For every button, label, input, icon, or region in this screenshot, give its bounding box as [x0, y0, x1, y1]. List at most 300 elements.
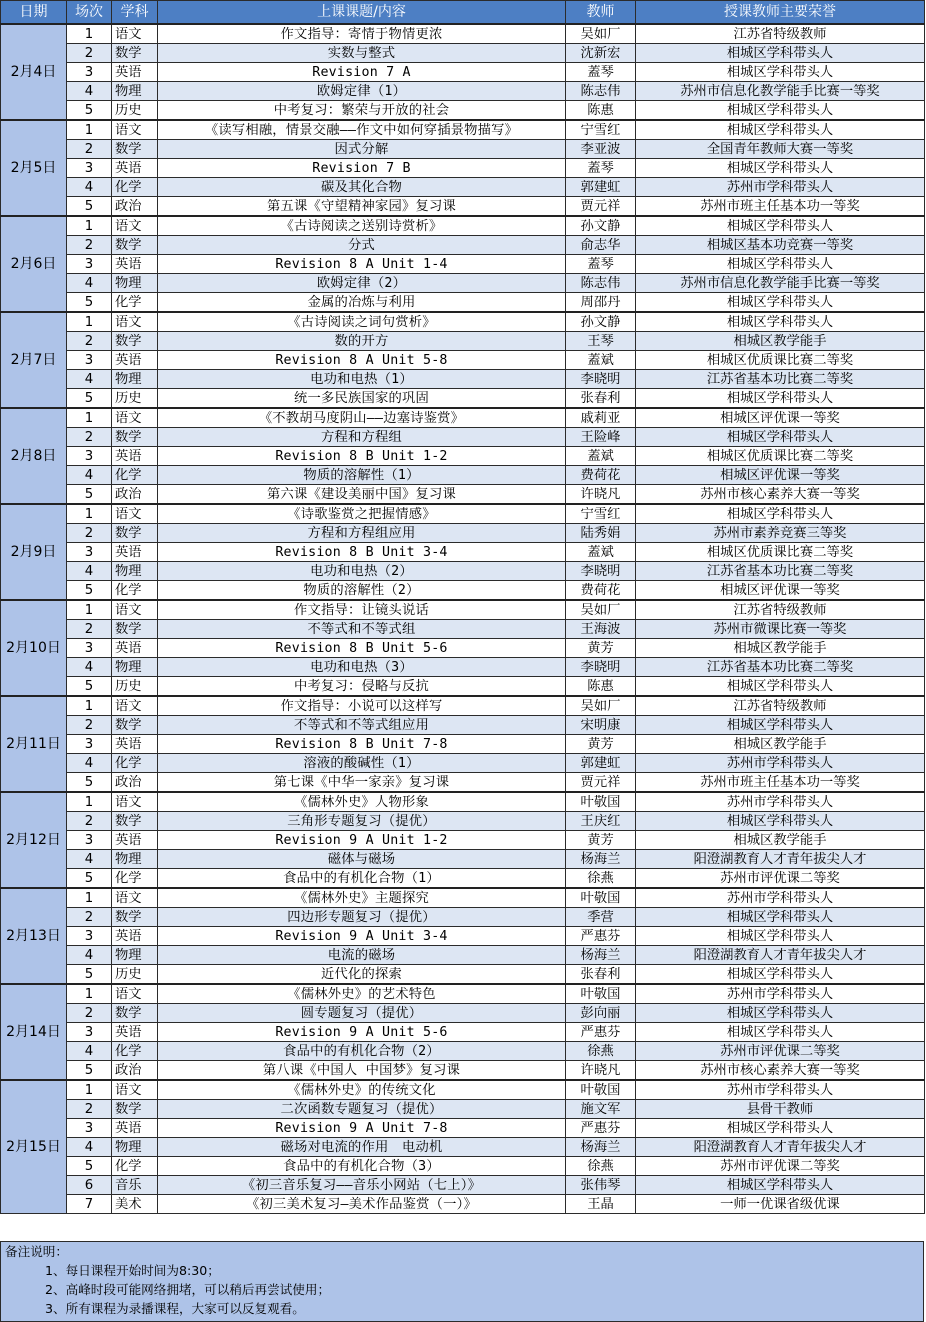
topic-cell: 《儒林外史》人物形象 [158, 792, 566, 812]
honor-cell: 苏州市学科带头人 [636, 792, 925, 812]
honor-cell: 阳澄湖教育人才青年拔尖人才 [636, 850, 925, 869]
header-honor: 授课教师主要荣誉 [636, 1, 925, 25]
table-row [1, 1023, 925, 1042]
teacher-cell: 陈志伟 [566, 82, 636, 101]
topic-cell: Revision 8 B Unit 7-8 [158, 735, 566, 754]
table-row [1, 370, 925, 389]
table-row [1, 735, 925, 754]
honor-cell: 相城区学科带头人 [636, 677, 925, 697]
table-row [1, 965, 925, 985]
session-number-cell: 4 [67, 1138, 112, 1157]
subject-cell: 语文 [112, 984, 158, 1004]
teacher-cell: 费荷花 [566, 466, 636, 485]
subject-cell: 物理 [112, 562, 158, 581]
topic-cell: 欧姆定律（2） [158, 274, 566, 293]
honor-cell: 相城区优质课比赛二等奖 [636, 543, 925, 562]
teacher-cell: 周邵丹 [566, 293, 636, 313]
teacher-cell: 蓋琴 [566, 159, 636, 178]
notes-item: 2、高峰时段可能网络拥堵，可以稍后再尝试使用； [45, 1282, 331, 1297]
subject-cell: 物理 [112, 370, 158, 389]
teacher-cell: 杨海兰 [566, 946, 636, 965]
teacher-cell: 孙文静 [566, 216, 636, 236]
session-number-cell: 3 [67, 255, 112, 274]
honor-cell: 江苏省特级教师 [636, 600, 925, 620]
subject-cell: 政治 [112, 1061, 158, 1081]
session-number-cell: 3 [67, 735, 112, 754]
topic-cell: Revision 7 B [158, 159, 566, 178]
topic-cell: 金属的冶炼与利用 [158, 293, 566, 313]
subject-cell: 数学 [112, 1004, 158, 1023]
table-row [1, 927, 925, 946]
teacher-cell: 黄芳 [566, 639, 636, 658]
topic-cell: 《儒林外史》的艺术特色 [158, 984, 566, 1004]
teacher-cell: 贾元祥 [566, 197, 636, 217]
session-number-cell: 3 [67, 927, 112, 946]
topic-cell: 分式 [158, 236, 566, 255]
topic-cell: 圆专题复习（提优） [158, 1004, 566, 1023]
subject-cell: 英语 [112, 159, 158, 178]
subject-cell: 物理 [112, 946, 158, 965]
subject-cell: 物理 [112, 658, 158, 677]
topic-cell: 方程和方程组应用 [158, 524, 566, 543]
teacher-cell: 张春利 [566, 965, 636, 985]
honor-cell: 相城区学科带头人 [636, 216, 925, 236]
teacher-cell: 严惠芬 [566, 1023, 636, 1042]
date-cell: 2月4日 [1, 24, 67, 120]
session-number-cell: 3 [67, 1119, 112, 1138]
subject-cell: 数学 [112, 812, 158, 831]
honor-cell: 相城区学科带头人 [636, 908, 925, 927]
honor-cell: 相城区教学能手 [636, 332, 925, 351]
teacher-cell: 贾元祥 [566, 773, 636, 793]
subject-cell: 英语 [112, 351, 158, 370]
subject-cell: 化学 [112, 466, 158, 485]
table-row [1, 332, 925, 351]
honor-cell: 相城区学科带头人 [636, 1004, 925, 1023]
honor-cell: 相城区学科带头人 [636, 63, 925, 82]
session-number-cell: 4 [67, 946, 112, 965]
table-row [1, 1004, 925, 1023]
table-row [1, 812, 925, 831]
teacher-cell: 杨海兰 [566, 850, 636, 869]
table-row [1, 485, 925, 505]
notes-title: 备注说明： [5, 1244, 68, 1259]
session-number-cell: 4 [67, 562, 112, 581]
date-cell: 2月14日 [1, 984, 67, 1080]
honor-cell: 相城区评优课一等奖 [636, 466, 925, 485]
session-number-cell: 4 [67, 466, 112, 485]
topic-cell: Revision 8 A Unit 5-8 [158, 351, 566, 370]
table-row [1, 831, 925, 850]
header-date: 日期 [1, 1, 67, 25]
session-number-cell: 5 [67, 869, 112, 889]
session-number-cell: 4 [67, 754, 112, 773]
session-number-cell: 2 [67, 1004, 112, 1023]
session-number-cell: 1 [67, 504, 112, 524]
date-cell: 2月9日 [1, 504, 67, 600]
topic-cell: 第五课《守望精神家园》复习课 [158, 197, 566, 217]
honor-cell: 江苏省特级教师 [636, 696, 925, 716]
subject-cell: 语文 [112, 24, 158, 44]
subject-cell: 化学 [112, 293, 158, 313]
session-number-cell: 1 [67, 984, 112, 1004]
table-row [1, 562, 925, 581]
teacher-cell: 孙文静 [566, 312, 636, 332]
honor-cell: 相城区评优课一等奖 [636, 581, 925, 601]
teacher-cell: 宁雪红 [566, 504, 636, 524]
table-row [1, 677, 925, 697]
session-number-cell: 2 [67, 620, 112, 639]
topic-cell: 不等式和不等式组应用 [158, 716, 566, 735]
topic-cell: 四边形专题复习（提优） [158, 908, 566, 927]
table-row [1, 850, 925, 869]
teacher-cell: 张伟琴 [566, 1176, 636, 1195]
teacher-cell: 王晶 [566, 1195, 636, 1214]
honor-cell: 苏州市核心素养大赛一等奖 [636, 485, 925, 505]
table-row [1, 716, 925, 735]
session-number-cell: 5 [67, 485, 112, 505]
honor-cell: 相城区学科带头人 [636, 927, 925, 946]
subject-cell: 化学 [112, 1157, 158, 1176]
session-number-cell: 5 [67, 1061, 112, 1081]
session-number-cell: 5 [67, 101, 112, 121]
subject-cell: 英语 [112, 639, 158, 658]
teacher-cell: 陆秀娟 [566, 524, 636, 543]
topic-cell: Revision 8 B Unit 1-2 [158, 447, 566, 466]
topic-cell: 《初三音乐复习——音乐小网站（七上）》 [158, 1176, 566, 1195]
topic-cell: 电功和电热（2） [158, 562, 566, 581]
topic-cell: 电流的磁场 [158, 946, 566, 965]
session-number-cell: 4 [67, 658, 112, 677]
table-row [1, 754, 925, 773]
teacher-cell: 沈新宏 [566, 44, 636, 63]
subject-cell: 化学 [112, 581, 158, 601]
topic-cell: 二次函数专题复习（提优） [158, 1100, 566, 1119]
session-number-cell: 4 [67, 178, 112, 197]
table-row [1, 620, 925, 639]
honor-cell: 相城区学科带头人 [636, 716, 925, 735]
table-row [1, 428, 925, 447]
table-row [1, 1176, 925, 1195]
topic-cell: 《诗歌鉴赏之把握情感》 [158, 504, 566, 524]
teacher-cell: 蓋斌 [566, 351, 636, 370]
honor-cell: 相城区学科带头人 [636, 965, 925, 985]
topic-cell: 食品中的有机化合物（3） [158, 1157, 566, 1176]
session-number-cell: 6 [67, 1176, 112, 1195]
table-row [1, 236, 925, 255]
table-row [1, 216, 925, 236]
honor-cell: 相城区教学能手 [636, 735, 925, 754]
header-session: 场次 [67, 1, 112, 25]
session-number-cell: 5 [67, 773, 112, 793]
teacher-cell: 李晓明 [566, 562, 636, 581]
subject-cell: 历史 [112, 677, 158, 697]
teacher-cell: 黄芳 [566, 735, 636, 754]
table-row [1, 1138, 925, 1157]
topic-cell: 食品中的有机化合物（1） [158, 869, 566, 889]
teacher-cell: 蓋琴 [566, 63, 636, 82]
honor-cell: 相城区学科带头人 [636, 1119, 925, 1138]
teacher-cell: 王琴 [566, 332, 636, 351]
topic-cell: Revision 7 A [158, 63, 566, 82]
session-number-cell: 2 [67, 812, 112, 831]
teacher-cell: 张春利 [566, 389, 636, 409]
honor-cell: 相城区学科带头人 [636, 1176, 925, 1195]
topic-cell: 磁体与磁场 [158, 850, 566, 869]
honor-cell: 相城区学科带头人 [636, 312, 925, 332]
session-number-cell: 1 [67, 120, 112, 140]
honor-cell: 苏州市学科带头人 [636, 1080, 925, 1100]
teacher-cell: 俞志华 [566, 236, 636, 255]
subject-cell: 语文 [112, 504, 158, 524]
subject-cell: 语文 [112, 600, 158, 620]
honor-cell: 苏州市班主任基本功一等奖 [636, 773, 925, 793]
table-row [1, 120, 925, 140]
table-row [1, 274, 925, 293]
subject-cell: 数学 [112, 236, 158, 255]
teacher-cell: 杨海兰 [566, 1138, 636, 1157]
topic-cell: 作文指导：寄情于物情更浓 [158, 24, 566, 44]
honor-cell: 相城区评优课一等奖 [636, 408, 925, 428]
date-cell: 2月12日 [1, 792, 67, 888]
topic-cell: 第六课《建设美丽中国》复习课 [158, 485, 566, 505]
session-number-cell: 2 [67, 140, 112, 159]
topic-cell: 溶液的酸碱性（1） [158, 754, 566, 773]
topic-cell: 电功和电热（1） [158, 370, 566, 389]
table-row [1, 159, 925, 178]
honor-cell: 苏州市核心素养大赛一等奖 [636, 1061, 925, 1081]
table-row [1, 639, 925, 658]
topic-cell: 实数与整式 [158, 44, 566, 63]
honor-cell: 相城区学科带头人 [636, 1023, 925, 1042]
honor-cell: 江苏省特级教师 [636, 24, 925, 44]
honor-cell: 相城区学科带头人 [636, 101, 925, 121]
subject-cell: 数学 [112, 620, 158, 639]
honor-cell: 苏州市素养竞赛三等奖 [636, 524, 925, 543]
session-number-cell: 2 [67, 524, 112, 543]
teacher-cell: 李亚波 [566, 140, 636, 159]
teacher-cell: 季营 [566, 908, 636, 927]
topic-cell: Revision 8 B Unit 3-4 [158, 543, 566, 562]
subject-cell: 数学 [112, 332, 158, 351]
teacher-cell: 陈惠 [566, 101, 636, 121]
session-number-cell: 1 [67, 408, 112, 428]
session-number-cell: 2 [67, 1100, 112, 1119]
topic-cell: 物质的溶解性（1） [158, 466, 566, 485]
session-number-cell: 2 [67, 332, 112, 351]
table-row [1, 1080, 925, 1100]
session-number-cell: 2 [67, 908, 112, 927]
honor-cell: 阳澄湖教育人才青年拔尖人才 [636, 1138, 925, 1157]
subject-cell: 语文 [112, 1080, 158, 1100]
session-number-cell: 5 [67, 581, 112, 601]
subject-cell: 语文 [112, 696, 158, 716]
honor-cell: 相城区优质课比赛二等奖 [636, 447, 925, 466]
session-number-cell: 4 [67, 274, 112, 293]
session-number-cell: 2 [67, 716, 112, 735]
teacher-cell: 吴如厂 [566, 600, 636, 620]
honor-cell: 相城区学科带头人 [636, 389, 925, 409]
teacher-cell: 王海波 [566, 620, 636, 639]
subject-cell: 数学 [112, 44, 158, 63]
honor-cell: 相城区教学能手 [636, 639, 925, 658]
topic-cell: 食品中的有机化合物（2） [158, 1042, 566, 1061]
topic-cell: 物质的溶解性（2） [158, 581, 566, 601]
topic-cell: 中考复习：侵略与反抗 [158, 677, 566, 697]
table-row [1, 178, 925, 197]
honor-cell: 苏州市评优课二等奖 [636, 1157, 925, 1176]
notes-item: 3、所有课程为录播课程，大家可以反复观看。 [45, 1301, 305, 1316]
session-number-cell: 3 [67, 1023, 112, 1042]
honor-cell: 相城区学科带头人 [636, 293, 925, 313]
subject-cell: 英语 [112, 63, 158, 82]
table-row [1, 773, 925, 793]
header-topic: 上课课题/内容 [158, 1, 566, 25]
topic-cell: Revision 9 A Unit 7-8 [158, 1119, 566, 1138]
honor-cell: 苏州市班主任基本功一等奖 [636, 197, 925, 217]
topic-cell: 作文指导：小说可以这样写 [158, 696, 566, 716]
session-number-cell: 3 [67, 351, 112, 370]
topic-cell: 数的开方 [158, 332, 566, 351]
topic-cell: 《儒林外史》的传统文化 [158, 1080, 566, 1100]
header-teacher: 教师 [566, 1, 636, 25]
teacher-cell: 李晓明 [566, 658, 636, 677]
table-row [1, 1042, 925, 1061]
topic-cell: 《儒林外史》主题探究 [158, 888, 566, 908]
date-cell: 2月10日 [1, 600, 67, 696]
session-number-cell: 5 [67, 1157, 112, 1176]
subject-cell: 语文 [112, 312, 158, 332]
topic-cell: 《古诗阅读之送别诗赏析》 [158, 216, 566, 236]
subject-cell: 政治 [112, 773, 158, 793]
teacher-cell: 施文军 [566, 1100, 636, 1119]
honor-cell: 苏州市学科带头人 [636, 754, 925, 773]
honor-cell: 相城区学科带头人 [636, 428, 925, 447]
topic-cell: 中考复习：繁荣与开放的社会 [158, 101, 566, 121]
session-number-cell: 4 [67, 850, 112, 869]
table-row [1, 1119, 925, 1138]
table-row [1, 946, 925, 965]
session-number-cell: 2 [67, 44, 112, 63]
subject-cell: 政治 [112, 485, 158, 505]
teacher-cell: 陈惠 [566, 677, 636, 697]
session-number-cell: 7 [67, 1195, 112, 1214]
session-number-cell: 5 [67, 677, 112, 697]
subject-cell: 英语 [112, 255, 158, 274]
notes-panel [0, 1241, 924, 1322]
subject-cell: 化学 [112, 178, 158, 197]
teacher-cell: 戚莉亚 [566, 408, 636, 428]
honor-cell: 苏州市评优课二等奖 [636, 1042, 925, 1061]
date-cell: 2月7日 [1, 312, 67, 408]
table-row [1, 1100, 925, 1119]
session-number-cell: 3 [67, 639, 112, 658]
date-cell: 2月5日 [1, 120, 67, 216]
session-number-cell: 4 [67, 1042, 112, 1061]
subject-cell: 物理 [112, 274, 158, 293]
subject-cell: 英语 [112, 543, 158, 562]
subject-cell: 数学 [112, 1100, 158, 1119]
teacher-cell: 许晓凡 [566, 485, 636, 505]
teacher-cell: 徐燕 [566, 1042, 636, 1061]
teacher-cell: 吴如厂 [566, 24, 636, 44]
topic-cell: 统一多民族国家的巩固 [158, 389, 566, 409]
table-row [1, 82, 925, 101]
teacher-cell: 严惠芬 [566, 927, 636, 946]
teacher-cell: 李晓明 [566, 370, 636, 389]
teacher-cell: 叶敬国 [566, 888, 636, 908]
teacher-cell: 叶敬国 [566, 792, 636, 812]
honor-cell: 一师一优课省级优课 [636, 1195, 925, 1214]
honor-cell: 苏州市信息化教学能手比赛一等奖 [636, 82, 925, 101]
session-number-cell: 3 [67, 447, 112, 466]
topic-cell: 《初三美术复习—美术作品鉴赏（一）》 [158, 1195, 566, 1214]
date-cell: 2月8日 [1, 408, 67, 504]
topic-cell: Revision 9 A Unit 1-2 [158, 831, 566, 850]
subject-cell: 化学 [112, 869, 158, 889]
topic-cell: 第八课《中国人 中国梦》复习课 [158, 1061, 566, 1081]
topic-cell: 欧姆定律（1） [158, 82, 566, 101]
topic-cell: Revision 9 A Unit 3-4 [158, 927, 566, 946]
table-row [1, 524, 925, 543]
table-row [1, 447, 925, 466]
teacher-cell: 彭向丽 [566, 1004, 636, 1023]
session-number-cell: 1 [67, 600, 112, 620]
subject-cell: 语文 [112, 792, 158, 812]
session-number-cell: 1 [67, 792, 112, 812]
header-row [1, 1, 925, 25]
table-row [1, 351, 925, 370]
teacher-cell: 蓋琴 [566, 255, 636, 274]
session-number-cell: 3 [67, 831, 112, 850]
topic-cell: 因式分解 [158, 140, 566, 159]
notes-item: 1、每日课程开始时间为8:30； [45, 1263, 220, 1278]
subject-cell: 数学 [112, 524, 158, 543]
subject-cell: 政治 [112, 197, 158, 217]
topic-cell: 碳及其化合物 [158, 178, 566, 197]
session-number-cell: 4 [67, 82, 112, 101]
subject-cell: 物理 [112, 1138, 158, 1157]
session-number-cell: 4 [67, 370, 112, 389]
teacher-cell: 叶敬国 [566, 984, 636, 1004]
session-number-cell: 5 [67, 197, 112, 217]
honor-cell: 江苏省基本功比赛二等奖 [636, 658, 925, 677]
honor-cell: 相城区学科带头人 [636, 504, 925, 524]
honor-cell: 相城区教学能手 [636, 831, 925, 850]
table-row [1, 408, 925, 428]
honor-cell: 苏州市微课比赛一等奖 [636, 620, 925, 639]
session-number-cell: 1 [67, 888, 112, 908]
topic-cell: Revision 9 A Unit 5-6 [158, 1023, 566, 1042]
session-number-cell: 3 [67, 159, 112, 178]
subject-cell: 数学 [112, 716, 158, 735]
teacher-cell: 叶敬国 [566, 1080, 636, 1100]
topic-cell: 近代化的探索 [158, 965, 566, 985]
table-row [1, 1157, 925, 1176]
honor-cell: 苏州市学科带头人 [636, 888, 925, 908]
date-cell: 2月6日 [1, 216, 67, 312]
table-row [1, 466, 925, 485]
teacher-cell: 费荷花 [566, 581, 636, 601]
table-row [1, 504, 925, 524]
subject-cell: 英语 [112, 735, 158, 754]
topic-cell: 第七课《中华一家亲》复习课 [158, 773, 566, 793]
table-row [1, 543, 925, 562]
subject-cell: 数学 [112, 140, 158, 159]
session-number-cell: 1 [67, 216, 112, 236]
table-row [1, 140, 925, 159]
subject-cell: 英语 [112, 831, 158, 850]
